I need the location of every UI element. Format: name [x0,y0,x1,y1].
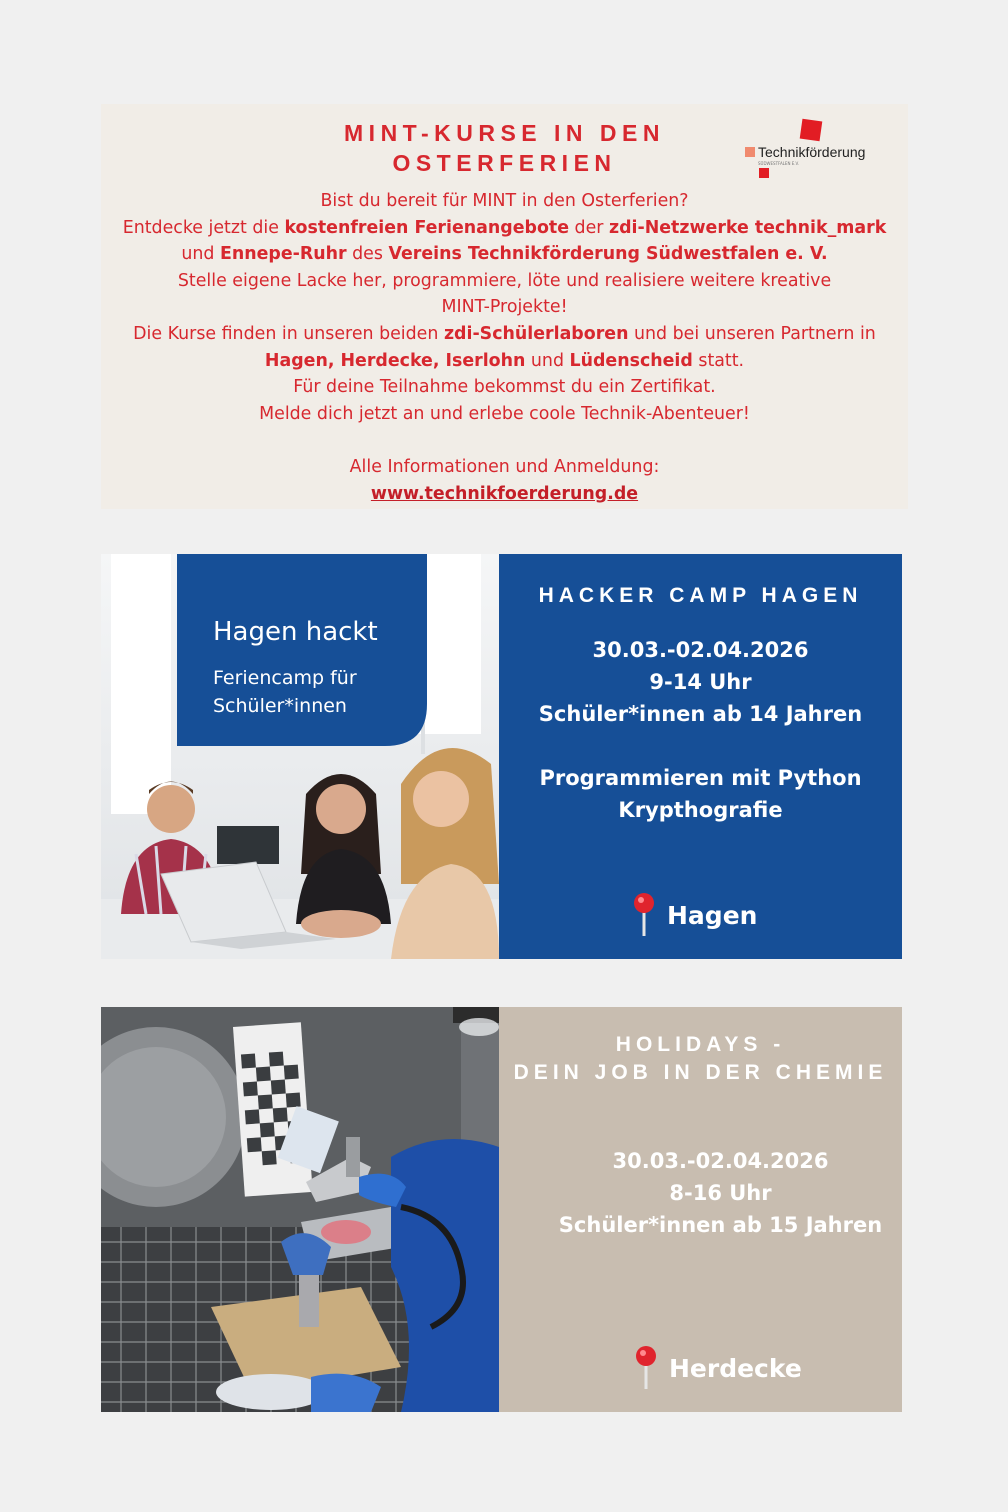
course-title [499,1031,902,1087]
course-topic: Krypthografie [618,798,783,822]
hagen-hackt-photo [101,554,499,959]
intro-line: und Ennepe-Ruhr des Vereins Technikförderung Südwestfalen e. V. [181,244,828,265]
logo-subtext: SÜDWESTFALEN E.V. [758,161,799,166]
logo-text: Technikförderung [758,144,866,160]
course-audience: Schüler*innen ab 14 Jahren [538,702,863,726]
logo-square-red [800,119,823,142]
photo-subtitle-2: Schüler*innen [213,695,347,717]
intro-line: Melde dich jetzt an und erlebe coole Technik-Abenteuer! [259,403,750,424]
course-title: HACKER CAMP HAGEN [538,584,863,607]
intro-line: Bist du bereit für MINT in den Osterferien? [320,191,689,211]
intro-line: Alle Informationen und Anmeldung: [349,456,660,477]
photo-title: Hagen hackt [213,617,378,647]
photo-subtitle-1: Feriencamp für [213,667,357,689]
course-card-chemie [101,1007,902,1412]
course-details [499,634,902,730]
course-info-panel [499,554,902,959]
course-location [633,892,757,938]
course-time: 9-14 Uhr [649,670,752,694]
intro-title-line2: OSTERFERIEN [392,150,617,176]
intro-line: Für deine Teilnahme bekommst du ein Zertifikat. [293,377,716,398]
location-label: Herdecke [669,1353,802,1383]
technikfoerderung-logo [743,118,893,182]
course-date: 30.03.-02.04.2026 [612,1149,829,1173]
course-time: 8-16 Uhr [669,1181,772,1205]
course-topics [499,762,902,826]
course-title-line2: DEIN JOB IN DER CHEMIE [513,1061,888,1084]
course-audience: Schüler*innen ab 15 Jahren [558,1213,883,1237]
course-info-panel [499,1007,902,1412]
course-location [635,1345,802,1391]
intro-body [101,188,908,507]
intro-line: Entdecke jetzt die kostenfreien Ferienangebote der zdi-Netzwerke technik_mark [122,217,887,238]
intro-section [101,104,908,509]
intro-line: MINT-Projekte! [441,297,568,318]
course-date: 30.03.-02.04.2026 [592,638,809,662]
location-pin-icon [635,1345,657,1391]
course-card-hacker-camp [101,554,902,959]
intro-title-line1: MINT-KURSE IN DEN [344,120,665,146]
intro-line: Stelle eigene Lacke her, programmiere, löte und realisiere weitere kreative [177,270,832,291]
lab-spray-photo [101,1007,499,1412]
course-title-line1: HOLIDAYS - [615,1033,786,1056]
intro-line: Hagen, Herdecke, Iserlohn und Lüdenscheid statt. [264,350,745,371]
intro-line: Die Kurse finden in unseren beiden zdi-Schülerlaboren und bei unseren Partnern in [133,323,876,344]
course-details [539,1145,902,1241]
logo-square-salmon [745,147,755,157]
location-pin-icon [633,892,655,938]
course-topic: Programmieren mit Python [539,766,862,790]
website-link[interactable]: www.technikfoerderung.de [370,483,639,504]
logo-square-red-small [759,168,769,178]
location-label: Hagen [667,900,758,930]
